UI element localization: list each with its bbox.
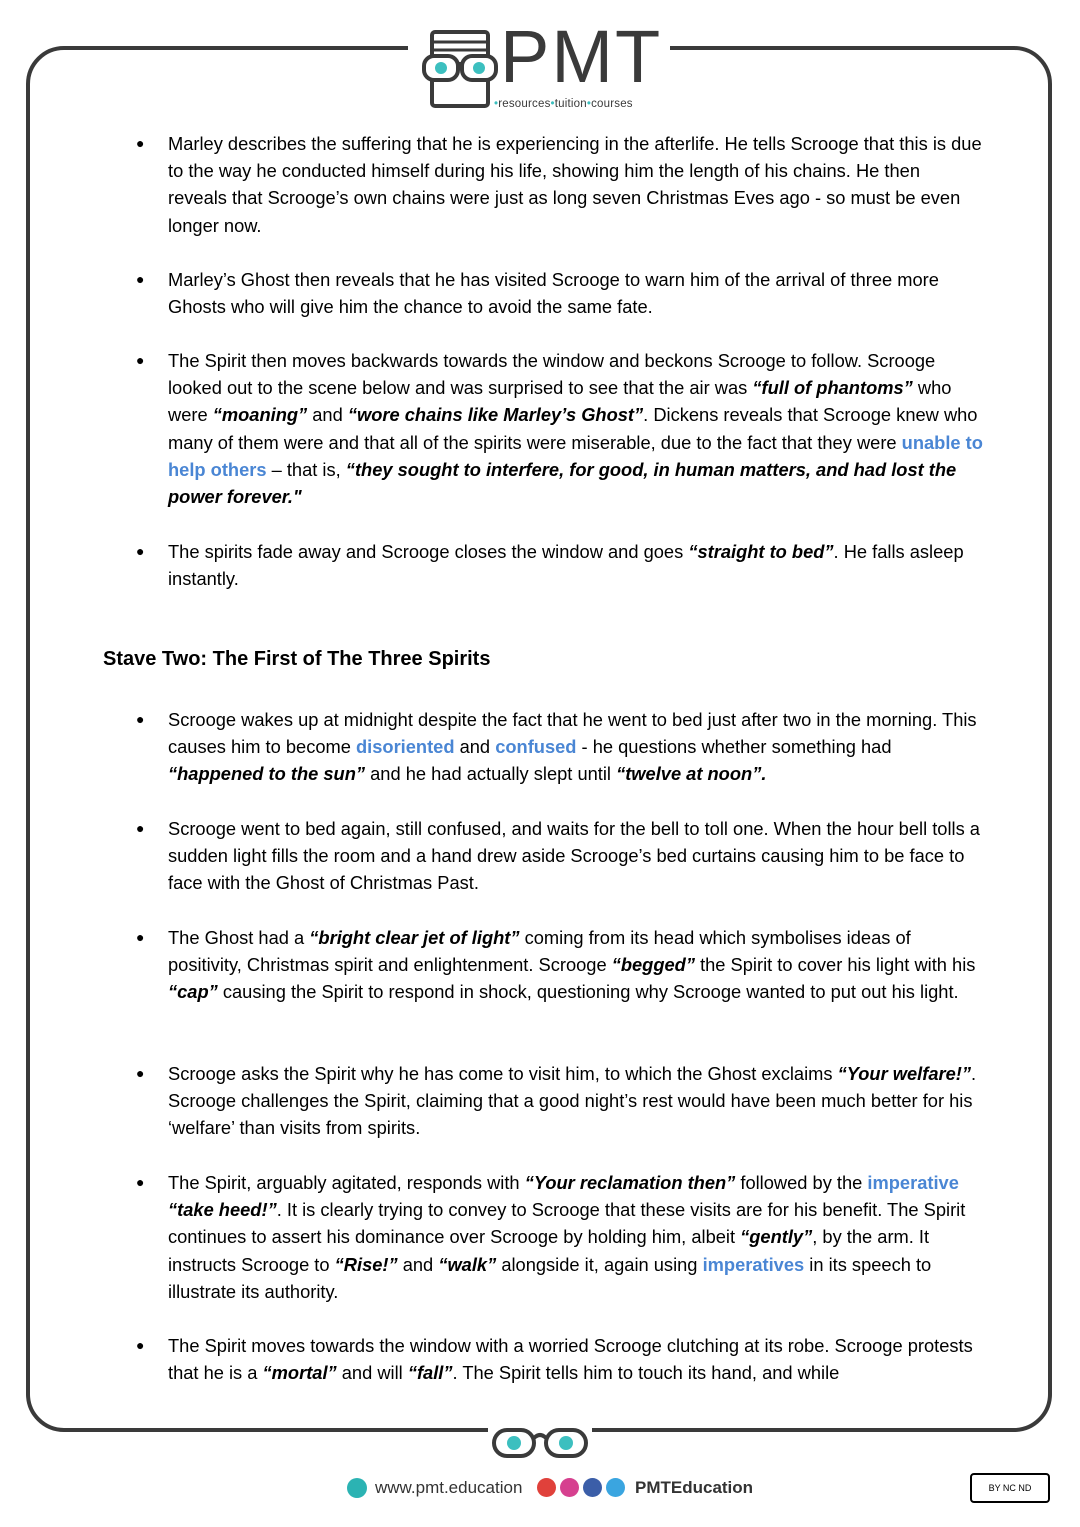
- text-run: . The Spirit tells him to touch its hand, and while: [452, 1362, 840, 1384]
- list-item: [168, 815, 983, 897]
- text-run: Scrooge asks the Spirit why he has come to visit him, to which the Ghost exclaims: [168, 1063, 838, 1084]
- highlight-term: confused: [495, 736, 577, 758]
- list-item: [168, 706, 983, 788]
- quote: “gently”: [740, 1226, 813, 1248]
- quote: “Your reclamation then”: [524, 1172, 736, 1193]
- list-item: [168, 1332, 983, 1386]
- quote: “walk”: [438, 1253, 497, 1275]
- facebook-icon[interactable]: [583, 1478, 602, 1497]
- quote: “take heed!”: [168, 1199, 277, 1221]
- text-run: followed by the: [735, 1172, 868, 1193]
- text-run: The Spirit moves towards the window with a worried Scrooge clutching at its robe. Scrooge protests that he is a: [168, 1335, 973, 1384]
- quote: “full of phantoms”: [752, 377, 913, 399]
- social-handle: PMTEducation: [635, 1478, 754, 1497]
- list-item: [168, 347, 983, 510]
- quote: “they sought to interfere, for good, in human matters, and had lost the power forever.": [168, 458, 957, 508]
- cc-license-badge: BY NC ND: [970, 1473, 1050, 1503]
- text-run: the Spirit to cover his light with his: [694, 954, 976, 976]
- text-run: The Ghost had a: [168, 927, 310, 948]
- text-run: Scrooge went to bed again, still confused, and waits for the bell to toll one. When the hour bell tolls a sudden light fills the room and a hand drew aside Scrooge’s bed curtains causing him to be face to face with the Ghost of Christmas Past.: [168, 818, 980, 894]
- text-run: in its speech to illustrate its authority.: [168, 1253, 932, 1302]
- youtube-icon[interactable]: [537, 1478, 556, 1497]
- highlight-term: imperative: [867, 1172, 959, 1193]
- book-glasses-icon: [420, 28, 500, 112]
- text-run: Marley’s Ghost then reveals that he has visited Scrooge to warn him of the arrival of three more Ghosts who will give him the chance to avoid the same fate.: [168, 269, 939, 318]
- text-run: and will: [336, 1362, 408, 1384]
- text-run: coming from its head which symbolises ideas of positivity, Christmas spirit and enlightenment. Scrooge: [168, 927, 911, 976]
- text-run: . It is clearly trying to convey to Scrooge that these visits are for his benefit. The Spirit continues to assert his dominance over Scrooge by holding him, albeit: [168, 1199, 966, 1248]
- list-item: [168, 1060, 983, 1142]
- quote: “begged”: [611, 954, 695, 976]
- text-run: . Dickens reveals that Scrooge knew who many of them were and that all of the spirits were miserable, due to the fact that they were: [168, 404, 978, 453]
- quote: “bright clear jet of light”: [309, 927, 520, 948]
- text-run: Scrooge wakes up at midnight despite the fact that he went to bed just after two in the morning. This causes him to become: [168, 709, 977, 758]
- quote: “cap”: [168, 981, 218, 1003]
- text-run: and: [397, 1253, 439, 1275]
- highlight-term: unable to help others: [168, 431, 983, 480]
- text-run: alongside it, again using: [496, 1253, 703, 1275]
- highlight-term: imperatives: [702, 1253, 805, 1275]
- twitter-icon[interactable]: [606, 1478, 625, 1497]
- text-run: causing the Spirit to respond in shock, questioning why Scrooge wanted to put out his light.: [217, 981, 959, 1003]
- text-run: - he questions whether something had: [576, 736, 892, 758]
- quote: “straight to bed”: [688, 541, 834, 562]
- list-item: [168, 538, 983, 592]
- quote: “moaning”: [212, 404, 308, 426]
- text-run: The spirits fade away and Scrooge closes the window and goes: [168, 541, 689, 562]
- quote: “twelve at noon”.: [616, 763, 767, 785]
- list-item: [168, 924, 983, 1006]
- text-run: , by the arm. It instructs Scrooge to: [168, 1226, 930, 1275]
- text-run: who were: [168, 377, 952, 426]
- text-run: and he had actually slept until: [365, 763, 617, 785]
- list-item: [168, 130, 983, 239]
- glasses-icon: [490, 1424, 590, 1464]
- text-run: . Scrooge challenges the Spirit, claiming that a good night’s rest would have been much better for his ‘welfare’ than visits from spirits.: [168, 1063, 977, 1139]
- text-run: – that is,: [266, 458, 346, 480]
- list-item: [168, 266, 983, 320]
- list-item: [168, 1169, 983, 1305]
- text-run: The Spirit then moves backwards towards the window and beckons Scrooge to follow. Scrooge looked out to the scene below and was surprised to see that the air was: [168, 350, 936, 399]
- cursor-icon: [347, 1478, 367, 1498]
- quote: “Rise!”: [334, 1253, 398, 1275]
- highlight-term: disoriented: [355, 736, 455, 758]
- text-run: The Spirit, arguably agitated, responds with: [168, 1172, 525, 1193]
- section-heading: Stave Two: The First of The Three Spirits: [103, 648, 491, 670]
- quote: “mortal”: [262, 1362, 337, 1384]
- logo-wordmark: PMT: [500, 15, 663, 98]
- quote: “wore chains like Marley’s Ghost”: [347, 404, 644, 426]
- text-run: Marley describes the suffering that he is experiencing in the afterlife. He tells Scrooge that this is due to the way he conducted himself during his life, showing him the length of his chains. He then reveals that Scrooge’s own chains were just as long seven Christmas Eves ago - so must be even longer now.: [168, 133, 982, 236]
- instagram-icon[interactable]: [560, 1478, 579, 1497]
- quote: “fall”: [407, 1362, 453, 1384]
- text-run: . He falls asleep instantly.: [168, 541, 964, 590]
- quote: “happened to the sun”: [168, 763, 366, 785]
- logo-subtitle: •resources•tuition•courses: [494, 98, 633, 110]
- website-link[interactable]: www.pmt.education: [375, 1478, 523, 1497]
- text-run: and: [307, 404, 348, 426]
- text-run: and: [454, 736, 496, 758]
- quote: “Your welfare!”: [837, 1063, 971, 1084]
